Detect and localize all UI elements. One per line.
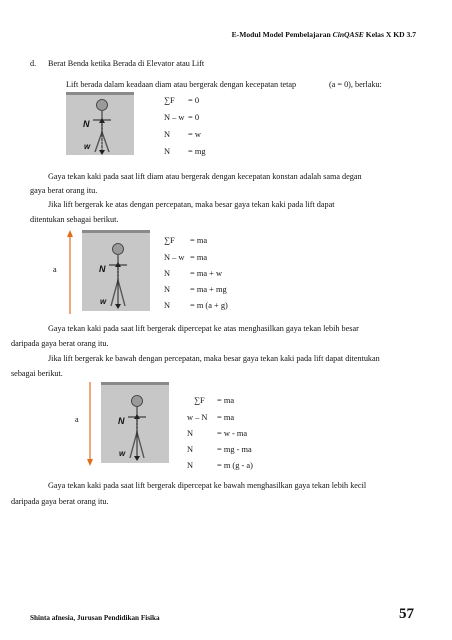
para3-line1: Jika lift bergerak ke bawah dengan percepatan, maka besar gaya tekan kaki pada lift dapat ditentukan — [48, 354, 380, 363]
stick-figure-down — [101, 382, 169, 466]
eq3-rhs: = m (g - a) — [217, 461, 253, 470]
page-number: 57 — [399, 606, 414, 622]
eq1-lhs: N — [164, 147, 171, 156]
stick-figure-rest — [66, 92, 134, 158]
equation-block-up — [164, 236, 274, 312]
equation-block-rest — [164, 96, 244, 160]
para1-intro: Lift berada dalam keadaan diam atau bergerak dengan kecepatan tetap — [66, 80, 297, 89]
para2-line1: Jika lift bergerak ke atas dengan percepatan, maka besar gaya tekan kaki pada lift dapat — [48, 200, 335, 209]
normal-force-label: N — [118, 416, 125, 426]
eq3-rhs: = ma — [217, 413, 235, 422]
para3-conclusion-line2: daripada gaya berat orang itu. — [11, 497, 109, 506]
eq1-lhs: N – w — [164, 113, 185, 122]
eq3-lhs: N — [187, 461, 194, 470]
para1-conclusion-line2: gaya berat orang itu. — [30, 186, 98, 195]
eq2-lhs: N — [164, 269, 171, 278]
elevator-figure-down — [101, 382, 169, 466]
normal-force-label: N — [99, 264, 106, 274]
para2-conclusion-line1: Gaya tekan kaki pada saat lift bergerak dipercepat ke atas menghasilkan gaya tekan lebih besar — [48, 324, 359, 333]
weight-label: w — [84, 142, 91, 151]
normal-force-label: N — [83, 119, 90, 129]
acceleration-label-down: a — [75, 415, 79, 424]
eq2-rhs: = ma + w — [190, 269, 223, 278]
eq2-lhs: N – w — [164, 253, 185, 262]
eq1-rhs: = w — [188, 130, 201, 139]
eq3-lhs: N — [187, 429, 194, 438]
para3-line2: sebagai berikut. — [11, 369, 63, 378]
running-header — [232, 30, 416, 39]
eq3-rhs: = mg - ma — [217, 445, 252, 454]
eq3-lhs: ∑F — [194, 396, 205, 405]
acceleration-up-arrow — [66, 228, 74, 316]
para2-conclusion-line2: daripada gaya berat orang itu. — [11, 339, 109, 348]
section-title: Berat Benda ketika Berada di Elevator atau Lift — [48, 59, 205, 68]
acceleration-label-up: a — [53, 265, 57, 274]
weight-label: w — [119, 449, 126, 458]
eq2-rhs: = ma + mg — [190, 285, 227, 294]
elevator-figure-rest — [66, 92, 134, 158]
eq1-rhs: = mg — [188, 147, 206, 156]
eq2-rhs: = m (a + g) — [190, 301, 228, 310]
eq2-lhs: ∑F — [164, 236, 175, 245]
equation-block-down — [187, 396, 297, 472]
eq1-rhs: = 0 — [188, 113, 200, 122]
eq2-lhs: N — [164, 285, 171, 294]
header-suffix: Kelas X KD 3.7 — [363, 30, 416, 39]
eq3-lhs: w – N — [187, 413, 208, 422]
eq2-lhs: N — [164, 301, 171, 310]
para1-conclusion-line1: Gaya tekan kaki pada saat lift diam atau bergerak dengan kecepatan konstan adalah sama degan — [48, 172, 362, 181]
footer-author: Shinta afnesia, Jurusan Pendidikan Fisika — [30, 614, 160, 622]
stick-figure-up — [82, 230, 150, 314]
eq1-lhs: ∑F — [164, 96, 175, 105]
eq1-rhs: = 0 — [188, 96, 200, 105]
section-letter: d. — [30, 59, 37, 68]
eq3-lhs: N — [187, 445, 194, 454]
acceleration-down-arrow — [86, 380, 94, 468]
weight-label: w — [100, 297, 107, 306]
elevator-figure-up — [82, 230, 150, 314]
eq3-rhs: = w - ma — [217, 429, 248, 438]
eq2-rhs: = ma — [190, 253, 208, 262]
header-model: CinQASE — [332, 30, 364, 39]
eq3-rhs: = ma — [217, 396, 235, 405]
para2-line2: ditentukan sebagai berikut. — [30, 215, 119, 224]
para1-condition: (a = 0), berlaku: — [329, 80, 382, 89]
para3-conclusion-line1: Gaya tekan kaki pada saat lift bergerak dipercepat ke bawah menghasilkan gaya tekan lebih kecil — [48, 481, 367, 490]
header-prefix: E-Modul Model Pembelajaran — [231, 30, 333, 39]
eq2-rhs: = ma — [190, 236, 208, 245]
eq1-lhs: N — [164, 130, 171, 139]
